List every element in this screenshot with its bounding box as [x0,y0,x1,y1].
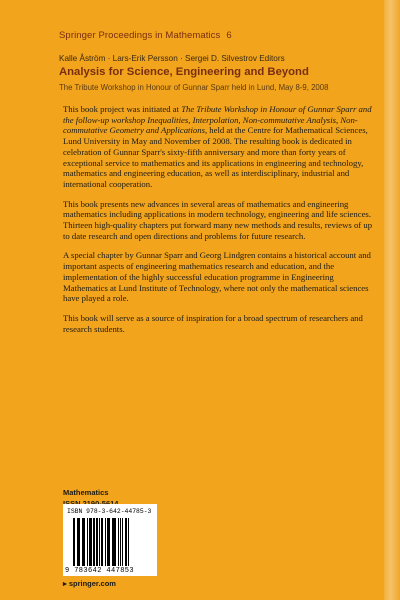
ean-digits: 9 783642 447853 [65,567,135,575]
barcode [63,504,157,576]
paragraph-2: This book presents new advances in several areas of mathematics and engineering mathematics including applications in modern technology, engineering and life sciences. Thirteen high-quality chapters put forward many new methods and results, reviews of up to date research and open directions and problems for future research. [63,198,373,241]
book-subtitle: The Tribute Workshop in Honour of Gunnar Sparr held in Lund, May 8-9, 2008 [59,83,329,92]
header [59,20,379,92]
springer-link[interactable]: ▸ springer.com [63,579,116,588]
paragraph-1 [63,104,379,190]
isbn-label: ISBN 978-3-642-44785-3 [67,508,152,515]
paragraph-3: A special chapter by Gunnar Sparr and Georg Lindgren contains a historical account and important aspects of engineering mathematics research and education, and the implementation of the highly successful education programme in Engineering Mathematics at Lund Institute of Technology, where not only the mathematical sciences have played a role. [63,250,371,304]
series-name: Springer Proceedings in Mathematics [59,30,221,41]
book-title: Analysis for Science, Engineering and Beyond [59,66,309,78]
series-number: 6 [226,30,232,41]
barcode-bars [73,518,151,566]
p1-italic: The Tribute Workshop in Honour of Gunnar Sparr and the follow-up workshop Inequalities, Interpolation, Non-commutative Analysis, Non-commutative Geometry and Applications, [63,104,372,136]
p1-text-b: held at the Centre for Mathematical Sciences, Lund University in May and November of 2008. The resulting book is dedicated in celebration of Gunnar Sparr's sixty-fifth anniversary and more than forty years of exceptional service to mathematics and its applications in engineering and technology, mathematics and engineering education, as well as interdisciplinary, industrial and international cooperation. [63,125,368,189]
spine-edge [384,0,400,600]
barcode-stripe [128,518,129,566]
blurb [63,104,379,343]
series-line [59,30,379,41]
editors-suffix: Editors [259,54,285,63]
subject-label: Mathematics [63,488,109,497]
editors-line [59,54,379,63]
p1-text-a: This book project was initiated at [63,104,182,114]
paragraph-4: This book will serve as a source of inspiration for a broad spectrum of researchers and research students. [63,312,363,334]
editors-names: Kalle Åström · Lars-Erik Persson · Sergei D. Silvestrov [59,54,257,63]
